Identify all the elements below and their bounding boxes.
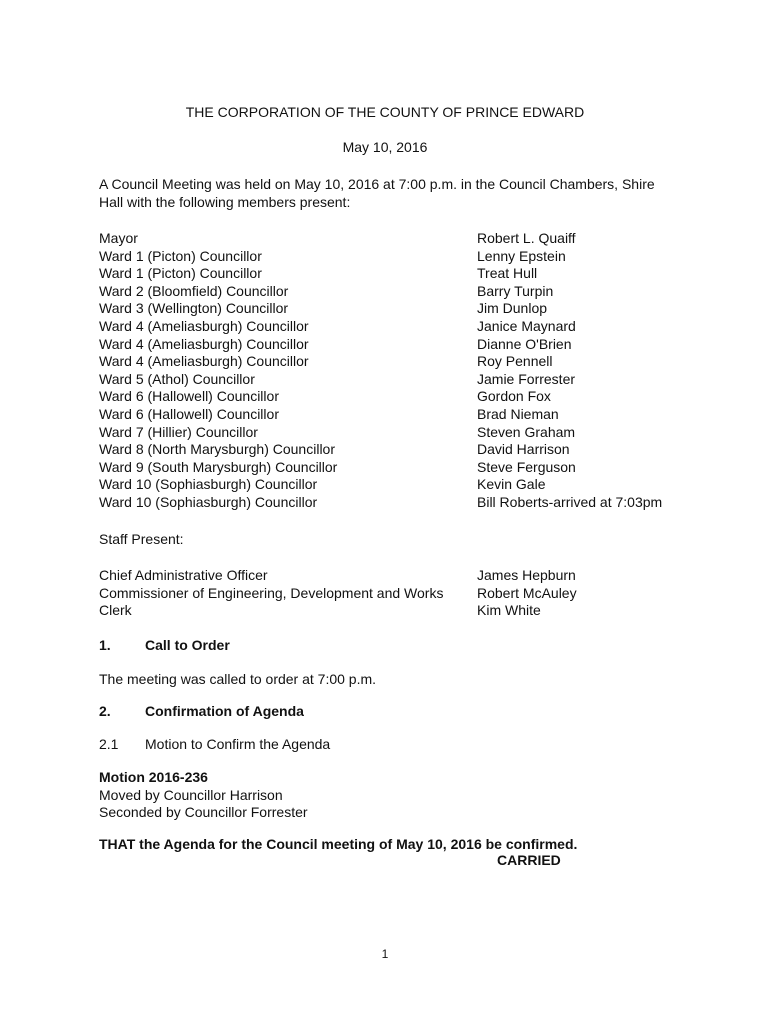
- staff-name: Robert McAuley: [477, 584, 577, 601]
- member-name: Steven Graham: [477, 423, 576, 440]
- member-name: Steve Ferguson: [477, 458, 576, 475]
- member-name: David Harrison: [477, 441, 570, 458]
- member-name: Jamie Forrester: [477, 370, 576, 387]
- motion-text: THAT the Agenda for the Council meeting of May 10, 2016 be confirmed.: [99, 836, 578, 852]
- staff-role: Chief Administrative Officer: [99, 567, 268, 583]
- member-name: Treat Hull: [477, 265, 538, 282]
- meeting-date: May 10, 2016: [342, 139, 428, 155]
- staff-name: Kim White: [477, 602, 541, 619]
- member-role: Ward 4 (Ameliasburgh) Councillor: [99, 353, 309, 370]
- member-name: Jim Dunlop: [477, 300, 548, 317]
- staff-name: James Hepburn: [477, 567, 576, 583]
- member-name: Dianne O'Brien: [477, 335, 572, 352]
- motion-seconded: Seconded by Councillor Forrester: [99, 804, 308, 820]
- intro-line-2: Hall with the following members present:: [99, 194, 351, 210]
- member-role: Ward 10 (Sophiasburgh) Councillor: [99, 476, 318, 493]
- member-role: Ward 6 (Hallowell) Councillor: [99, 405, 279, 422]
- member-role: Ward 10 (Sophiasburgh) Councillor: [99, 493, 318, 510]
- member-name: Barry Turpin: [477, 282, 554, 299]
- intro-line-1: A Council Meeting was held on May 10, 2016 at 7:00 p.m. in the Council Chambers, Shire: [99, 176, 655, 192]
- section-2-1-number: 2.1: [99, 736, 119, 752]
- member-role-list: [99, 230, 337, 512]
- section-1-number: 1.: [99, 637, 111, 653]
- motion-title: Motion 2016-236: [99, 769, 208, 785]
- page-number: 1: [381, 947, 389, 961]
- member-name: Roy Pennell: [477, 353, 553, 370]
- org-title: THE CORPORATION OF THE COUNTY OF PRINCE EDWARD: [185, 104, 585, 120]
- member-role: Ward 4 (Ameliasburgh) Councillor: [99, 317, 309, 334]
- member-name: Bill Roberts-arrived at 7:03pm: [477, 493, 663, 510]
- member-name: Kevin Gale: [477, 476, 546, 493]
- member-role: Ward 3 (Wellington) Councillor: [99, 300, 289, 317]
- staff-role: Commissioner of Engineering, Development and Works: [99, 584, 444, 601]
- member-role: Mayor: [99, 230, 138, 246]
- member-role: Ward 6 (Hallowell) Councillor: [99, 388, 279, 405]
- section-2-1-title: Motion to Confirm the Agenda: [145, 736, 331, 752]
- member-role: Ward 9 (South Marysburgh) Councillor: [99, 458, 338, 475]
- member-role: Ward 8 (North Marysburgh) Councillor: [99, 441, 335, 458]
- member-role: Ward 5 (Athol) Councillor: [99, 370, 255, 387]
- motion-result: CARRIED: [497, 852, 561, 868]
- section-1-text: The meeting was called to order at 7:00 p.m.: [99, 671, 377, 687]
- member-role: Ward 4 (Ameliasburgh) Councillor: [99, 335, 309, 352]
- member-role: Ward 1 (Picton) Councillor: [99, 265, 262, 282]
- member-name: Gordon Fox: [477, 388, 551, 405]
- member-name: Robert L. Quaiff: [477, 230, 576, 246]
- staff-name-list: [477, 567, 577, 620]
- staff-role-list: [99, 567, 443, 620]
- motion-moved: Moved by Councillor Harrison: [99, 787, 283, 803]
- section-1-title: Call to Order: [145, 637, 230, 653]
- member-name: Janice Maynard: [477, 317, 576, 334]
- member-name: Lenny Epstein: [477, 247, 566, 264]
- section-2-title: Confirmation of Agenda: [145, 703, 304, 719]
- member-role: Ward 7 (Hillier) Councillor: [99, 423, 258, 440]
- member-role: Ward 1 (Picton) Councillor: [99, 247, 262, 264]
- member-name: Brad Nieman: [477, 405, 559, 422]
- staff-heading: Staff Present:: [99, 531, 184, 547]
- member-role: Ward 2 (Bloomfield) Councillor: [99, 282, 289, 299]
- staff-role: Clerk: [99, 602, 132, 619]
- section-2-number: 2.: [99, 703, 111, 719]
- member-name-list: [477, 230, 662, 512]
